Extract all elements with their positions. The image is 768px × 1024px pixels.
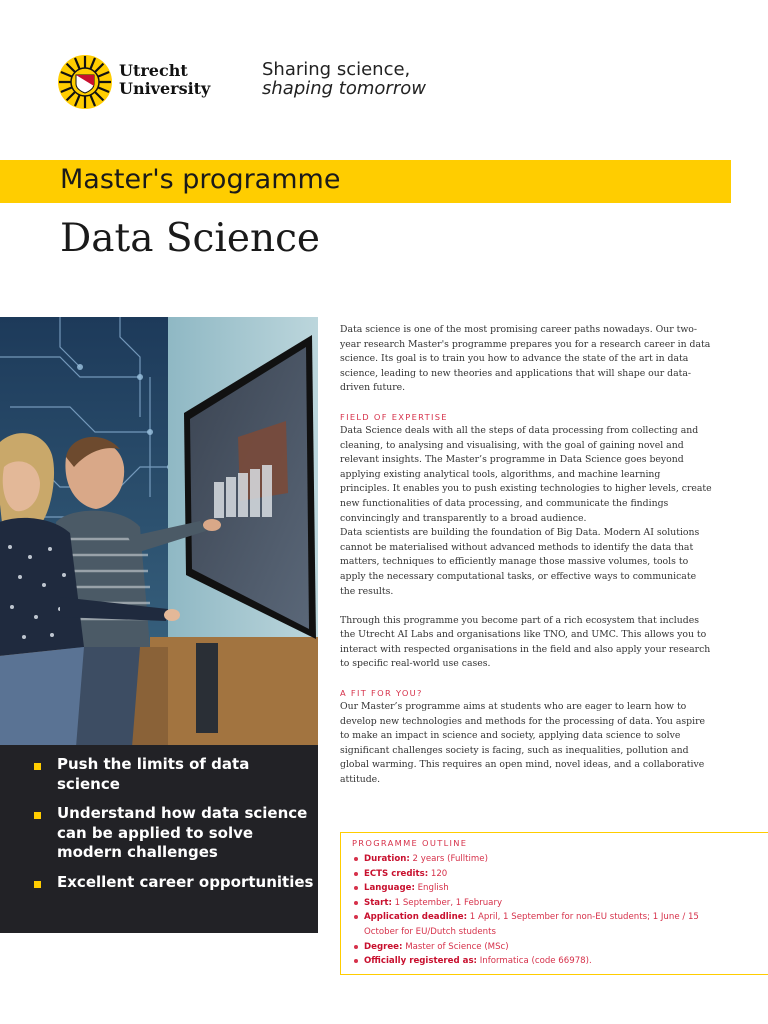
outline-value: Informatica (code 66978). <box>479 956 592 967</box>
expertise-paragraph-3: Through this programme you become part of a rich ecosystem that includes the Utrecht AI Labs and organisations like TNO, and UMC. This allows you to interact with respected organisations in the field and also apply your research to specific real-world use cases. <box>340 614 711 670</box>
university-name-line2: University <box>119 79 211 98</box>
outline-value: 1 September, 1 February <box>394 897 503 908</box>
bullet-dot-icon <box>354 857 358 861</box>
outline-label: Start: <box>364 897 392 908</box>
highlight-item <box>34 873 314 893</box>
programme-type: Master's programme <box>60 164 341 195</box>
outline-value: 1 April, 1 September for non-EU students; 1 June / 15 October for EU/Dutch students <box>364 912 699 937</box>
intro-paragraph: Data science is one of the most promising career paths nowadays. Our two-year research Master's programme prepares you for a research career in data science. Its goal is to train you how to advance the state of the art in data science, leading to new theories and applications that will shape our data-driven future. <box>340 324 711 394</box>
students-at-interactive-screen-photo <box>0 317 318 747</box>
outline-label: Officially registered as: <box>364 956 477 967</box>
outline-value: English <box>417 883 449 894</box>
highlight-text: Understand how data science can be applied to solve modern challenges <box>57 804 308 861</box>
fit-for-you-heading: A FIT FOR YOU? <box>340 688 423 699</box>
programme-outline-box <box>340 832 768 975</box>
bullet-dot-icon <box>354 959 358 963</box>
university-name-line1: Utrecht <box>119 61 188 80</box>
highlight-item <box>34 804 314 863</box>
fit-for-you-paragraph: Our Master’s programme aims at students who are eager to learn how to develop new technologies and methods for the processing of data. You aspire to make an impact in science and society, applying data science to solve significant challenges society is facing, such as inequalities, pollution and global warming. This requires an open mind, novel ideas, and a collaborative attitude. <box>340 701 706 786</box>
bullet-dot-icon <box>354 886 358 890</box>
outline-label: Degree: <box>364 941 403 952</box>
bullet-dot-icon <box>354 945 358 949</box>
tagline <box>262 60 426 98</box>
outline-label: Duration: <box>364 854 410 864</box>
expertise-paragraph-1: Data Science deals with all the steps of data processing from collecting and cleaning, to analysing and visualising, with the goal of gaining novel and relevant insights. The Master’s programme in Data Science goes beyond applying existing analytical tools, algorithms, and machine learning principles. It enables you to push existing technologies to higher levels, create new functionalities of data processing, and communicate the findings convincingly and transparently to a broad audience. <box>340 424 712 524</box>
programme-outline-list <box>354 852 714 969</box>
university-name <box>119 62 210 98</box>
outline-value: 2 years (Fulltime) <box>412 854 488 864</box>
highlight-text: Push the limits of data science <box>57 755 250 793</box>
outline-label: Language: <box>364 883 415 894</box>
outline-label: Application deadline: <box>364 912 468 923</box>
highlight-text: Excellent career opportunities <box>57 872 314 891</box>
highlights-list <box>34 755 314 902</box>
field-of-expertise-heading: FIELD OF EXPERTISE <box>340 411 448 422</box>
outline-value: 120 <box>430 868 448 879</box>
outline-item-language <box>354 881 714 896</box>
programme-description <box>340 323 712 788</box>
bullet-square-icon <box>34 812 41 819</box>
highlight-item <box>34 755 314 794</box>
outline-item-ects <box>354 867 714 882</box>
outline-item-degree <box>354 940 714 955</box>
university-seal-logo <box>57 54 113 110</box>
outline-item-duration <box>354 852 714 867</box>
bullet-dot-icon <box>354 872 358 876</box>
outline-item-registered <box>354 954 714 969</box>
outline-item-deadline <box>354 910 714 939</box>
outline-value: Master of Science (MSc) <box>405 941 509 952</box>
expertise-paragraph-2: Data scientists are building the foundation of Big Data. Modern AI solutions cannot be materialised without advanced methods to identify the data that matters, techniques to efficiently manage those massive volumes, tools to apply the necessary computational tasks, or effective ways to communicate the results. <box>340 527 700 597</box>
bullet-square-icon <box>34 763 41 770</box>
outline-item-start <box>354 896 714 911</box>
programme-outline-heading: PROGRAMME OUTLINE <box>352 838 468 848</box>
outline-label: ECTS credits: <box>364 868 429 879</box>
bullet-square-icon <box>34 881 41 888</box>
bullet-dot-icon <box>354 915 358 919</box>
programme-title: Data Science <box>60 216 320 261</box>
bullet-dot-icon <box>354 901 358 905</box>
tagline-line2: shaping tomorrow <box>262 78 426 99</box>
tagline-line1: Sharing science, <box>262 59 411 80</box>
